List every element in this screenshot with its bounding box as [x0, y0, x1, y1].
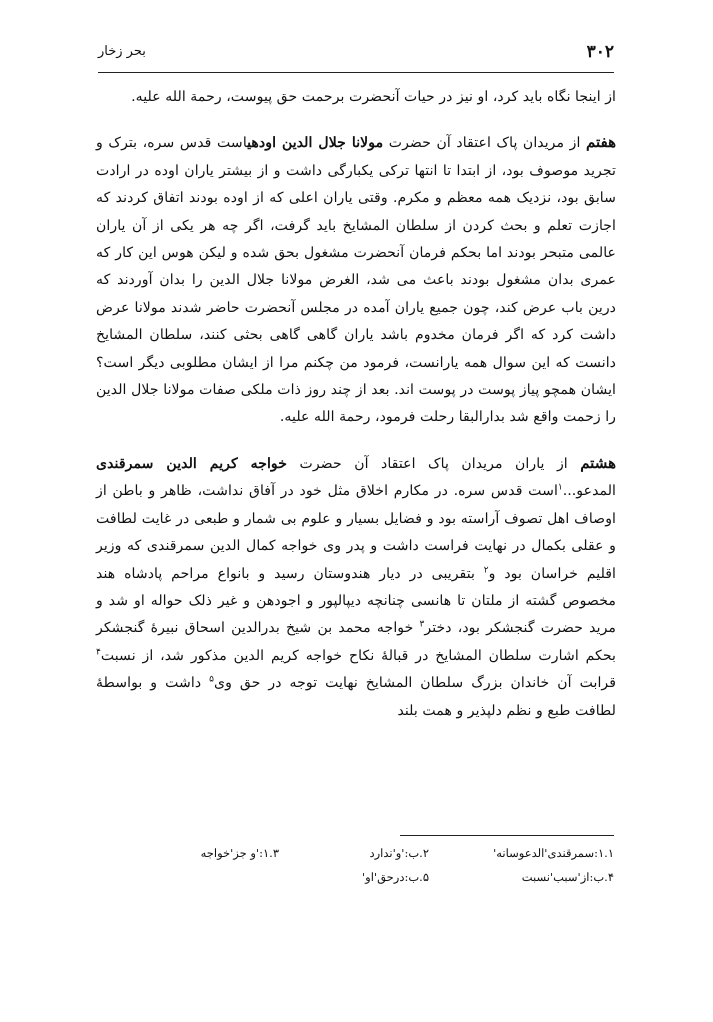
header-divider — [98, 72, 614, 73]
footnote-2: ۲.ب:'و'ندارد — [369, 846, 429, 860]
running-title: بحر زخار — [98, 44, 146, 59]
footnote-marker: ۴ — [96, 646, 101, 657]
footnote-3: ۱.۳:'و جز'خواجه — [200, 846, 279, 860]
paragraph-text: بتقریبی در دیار هندوستان رسید و بانواع مراحم پادشاه هند مخصوص گشته از ملتان تا هانسی چنانچه دیپالپور و اجودهن و غیر ذلک حواله او شد و مرید حضرت گنجشکر بود، دختر — [96, 565, 616, 637]
section-heading-eighth: هشتم — [580, 453, 616, 472]
footnote-marker: ۵ — [209, 674, 214, 685]
paragraph-intro: از یاران مریدان پاک اعتقاد آن حضرت — [287, 455, 581, 472]
paragraph-intro: از مریدان پاک اعتقاد آن حضرت — [383, 135, 586, 152]
paragraph-text: قرابت آن خاندان بزرگ سلطان المشایخ نهایت توجه در حق وی — [213, 675, 616, 692]
paragraph-seventh — [96, 129, 616, 431]
paragraph-text: المدعو... — [562, 483, 616, 500]
footnote-row — [150, 870, 614, 884]
person-name-karimuddin: خواجه کریم الدین سمرقندی — [96, 455, 288, 472]
paragraph-eighth — [96, 450, 616, 725]
footnote-marker: ۲ — [483, 564, 489, 575]
footnotes — [150, 846, 614, 894]
person-name-jalaluddin: مولانا جلال الدین اودهی — [247, 135, 384, 152]
page-number: ۳۰۲ — [586, 42, 614, 62]
page-header — [98, 40, 614, 68]
footnote-5: ۵.ب:درحق'او' — [362, 870, 429, 884]
paragraph-text: داشت و بواسطهٔ لطافت طبع و نظم دلپذیر و همت بلند — [96, 675, 616, 719]
paragraph-text: است قدس سره. در مکارم اخلاق مثل خود در آفاق نداشت، ظاهر و باطن از اوصاف اهل تصوف آراسته بود و فضایل بسیار و علوم بی شمار و طبعی در غایت لطافت و عقلی بکمال در نهایت فراست داشت و پدر وی خواجه کمال الدین سمرقندی که وزیر اقلیم خراسان بود و — [96, 483, 616, 582]
footnote-row — [150, 846, 614, 860]
footnote-marker: ۱ — [557, 482, 563, 493]
paragraph-text: خواجه محمد بن شیخ بدرالدین اسحاق نبیرهٔ گنجشکر بحکم اشارت سلطان المشایخ در قبالهٔ نکاح خواجه کریم الدین مذکور شد، از نسبت — [96, 620, 616, 664]
paragraph-1: از اینجا نگاه باید کرد، او نیز در حیات آنحضرت برحمت حق پیوست، رحمة الله علیه. — [131, 89, 616, 105]
footnote-4: ۴.ب:از'سبب'نسبت — [521, 870, 614, 884]
footnote-1: ۱.۱:سمرقندی'الدعوسانه' — [493, 846, 614, 860]
footnote-marker: ۳ — [419, 619, 425, 630]
section-heading-seventh: هفتم — [585, 133, 616, 152]
paragraph-text: است قدس سره، بترک و تجرید موصوف بود، از ابتدا تا انتها ترکی یکبارگی داشت و از بیشتر یاران اوده در ارادت سابق بود، نزدیک همه معظم و مکرم. وقتی یاران اعلی که از اوده بودند اتفاق کردند که اجازت تعلم و بحث کردن از سلطان المشایخ باید گرفت، اگر چه هر یکی از آن یاران عالمی متبحر بودند اما بحکم فرمان آنحضرت مشغول بحق شده و لیکن هوس این کار که عمری بدان مشغول بودند باعث می شد، الغرض مولانا جلال الدین را بدان آوردند که درین باب عرض کند، چون جمیع یاران آمده در مجلس آنحضرت حاضر شدند مولانا عرض داشت کرد که اگر فرمان مخدوم باشد یاران گاهی گاهی بحثی کنند، سلطان المشایخ دانست که این سوال همه یارانست، فرمود من چکنم مرا از ایشان مطلوبی دیگر است؟ ایشان همچو پیاز پوست در پوست اند. بعد از چند روز ذات ملکی صفات مولانا جلال الدین را زحمت واقع شد بدارالبقا رحلت فرمود، رحمة الله علیه. — [96, 135, 616, 426]
footnote-divider — [400, 835, 614, 836]
main-text — [96, 84, 616, 725]
